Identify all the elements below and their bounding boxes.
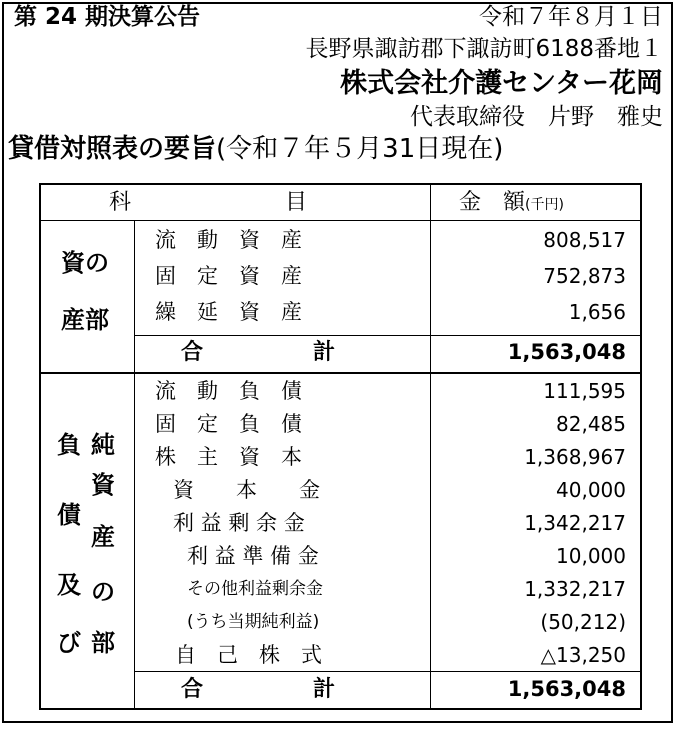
amount-label: 金 額 [459, 190, 526, 215]
row-amount: 752,873 [543, 264, 626, 288]
row-label: 利 益 準 備 金 [187, 544, 319, 568]
net-assets-label-char: の [91, 578, 115, 606]
liabilities-label-char: び [57, 629, 81, 657]
row-amount: 111,595 [543, 379, 626, 403]
liabilities-label-char: 負 [57, 431, 81, 459]
row-label: 固 定 負 債 [155, 412, 302, 436]
balance-sheet-heading: 貸借対照表の要旨 [8, 134, 217, 164]
divider [430, 185, 431, 708]
net-assets-label-char: 純 [91, 431, 115, 459]
divider [135, 335, 640, 336]
assets-total-amount: 1,563,048 [507, 340, 626, 364]
row-amount: 1,332,217 [524, 577, 626, 601]
company-address: 長野県諏訪郡下諏訪町6188番地１ [305, 36, 663, 62]
divider [41, 372, 640, 374]
assets-total-label: 合 計 [181, 340, 336, 365]
net-assets-label-char: 部 [91, 629, 115, 657]
row-label: (うち当期純利益) [187, 612, 320, 632]
row-label: 流 動 資 産 [155, 228, 302, 252]
row-label: 流 動 負 債 [155, 379, 302, 403]
row-label: その他利益剰余金 [187, 579, 323, 599]
row-label: 利 益 剰 余 金 [173, 511, 305, 535]
liabilities-label-char: 及 [57, 571, 81, 599]
column-header-item: 科 目 [109, 190, 308, 215]
row-amount: 808,517 [543, 228, 626, 252]
divider [41, 220, 640, 221]
notice-title: 第 24 期決算公告 [14, 4, 201, 30]
row-amount: 1,656 [568, 300, 626, 324]
row-amount: 10,000 [556, 544, 626, 568]
row-amount: 40,000 [556, 478, 626, 502]
divider [134, 373, 135, 708]
net-assets-label-char: 資 [91, 471, 115, 499]
liabilities-total-amount: 1,563,048 [507, 677, 626, 701]
column-header-amount [459, 192, 564, 214]
row-label: 資 本 金 [173, 478, 320, 502]
net-assets-label-char: 産 [91, 523, 115, 551]
row-amount: 1,342,217 [524, 511, 626, 535]
row-label: 自 己 株 式 [175, 643, 322, 667]
balance-sheet-table [39, 183, 642, 710]
liabilities-label-char: 債 [57, 501, 81, 529]
row-label: 固 定 資 産 [155, 264, 302, 288]
row-label: 繰 延 資 産 [155, 300, 302, 324]
row-label: 株 主 資 本 [155, 445, 302, 469]
notice-date: 令和７年８月１日 [479, 4, 663, 30]
assets-section-label-1: 資の [61, 249, 109, 277]
company-name: 株式会社介護センター花岡 [340, 68, 663, 99]
divider [135, 671, 640, 672]
balance-sheet-title [8, 136, 503, 162]
liabilities-total-label: 合 計 [181, 677, 336, 702]
balance-sheet-date: (令和７年５月31日現在) [216, 134, 504, 164]
divider [134, 220, 135, 373]
row-amount: △13,250 [540, 643, 626, 667]
unit-label: (千円) [525, 197, 564, 213]
row-amount: (50,212) [540, 610, 626, 634]
representative: 代表取締役 片野 雅史 [410, 104, 663, 130]
row-amount: 1,368,967 [524, 445, 626, 469]
row-amount: 82,485 [556, 412, 626, 436]
assets-section-label-2: 産部 [61, 306, 109, 334]
